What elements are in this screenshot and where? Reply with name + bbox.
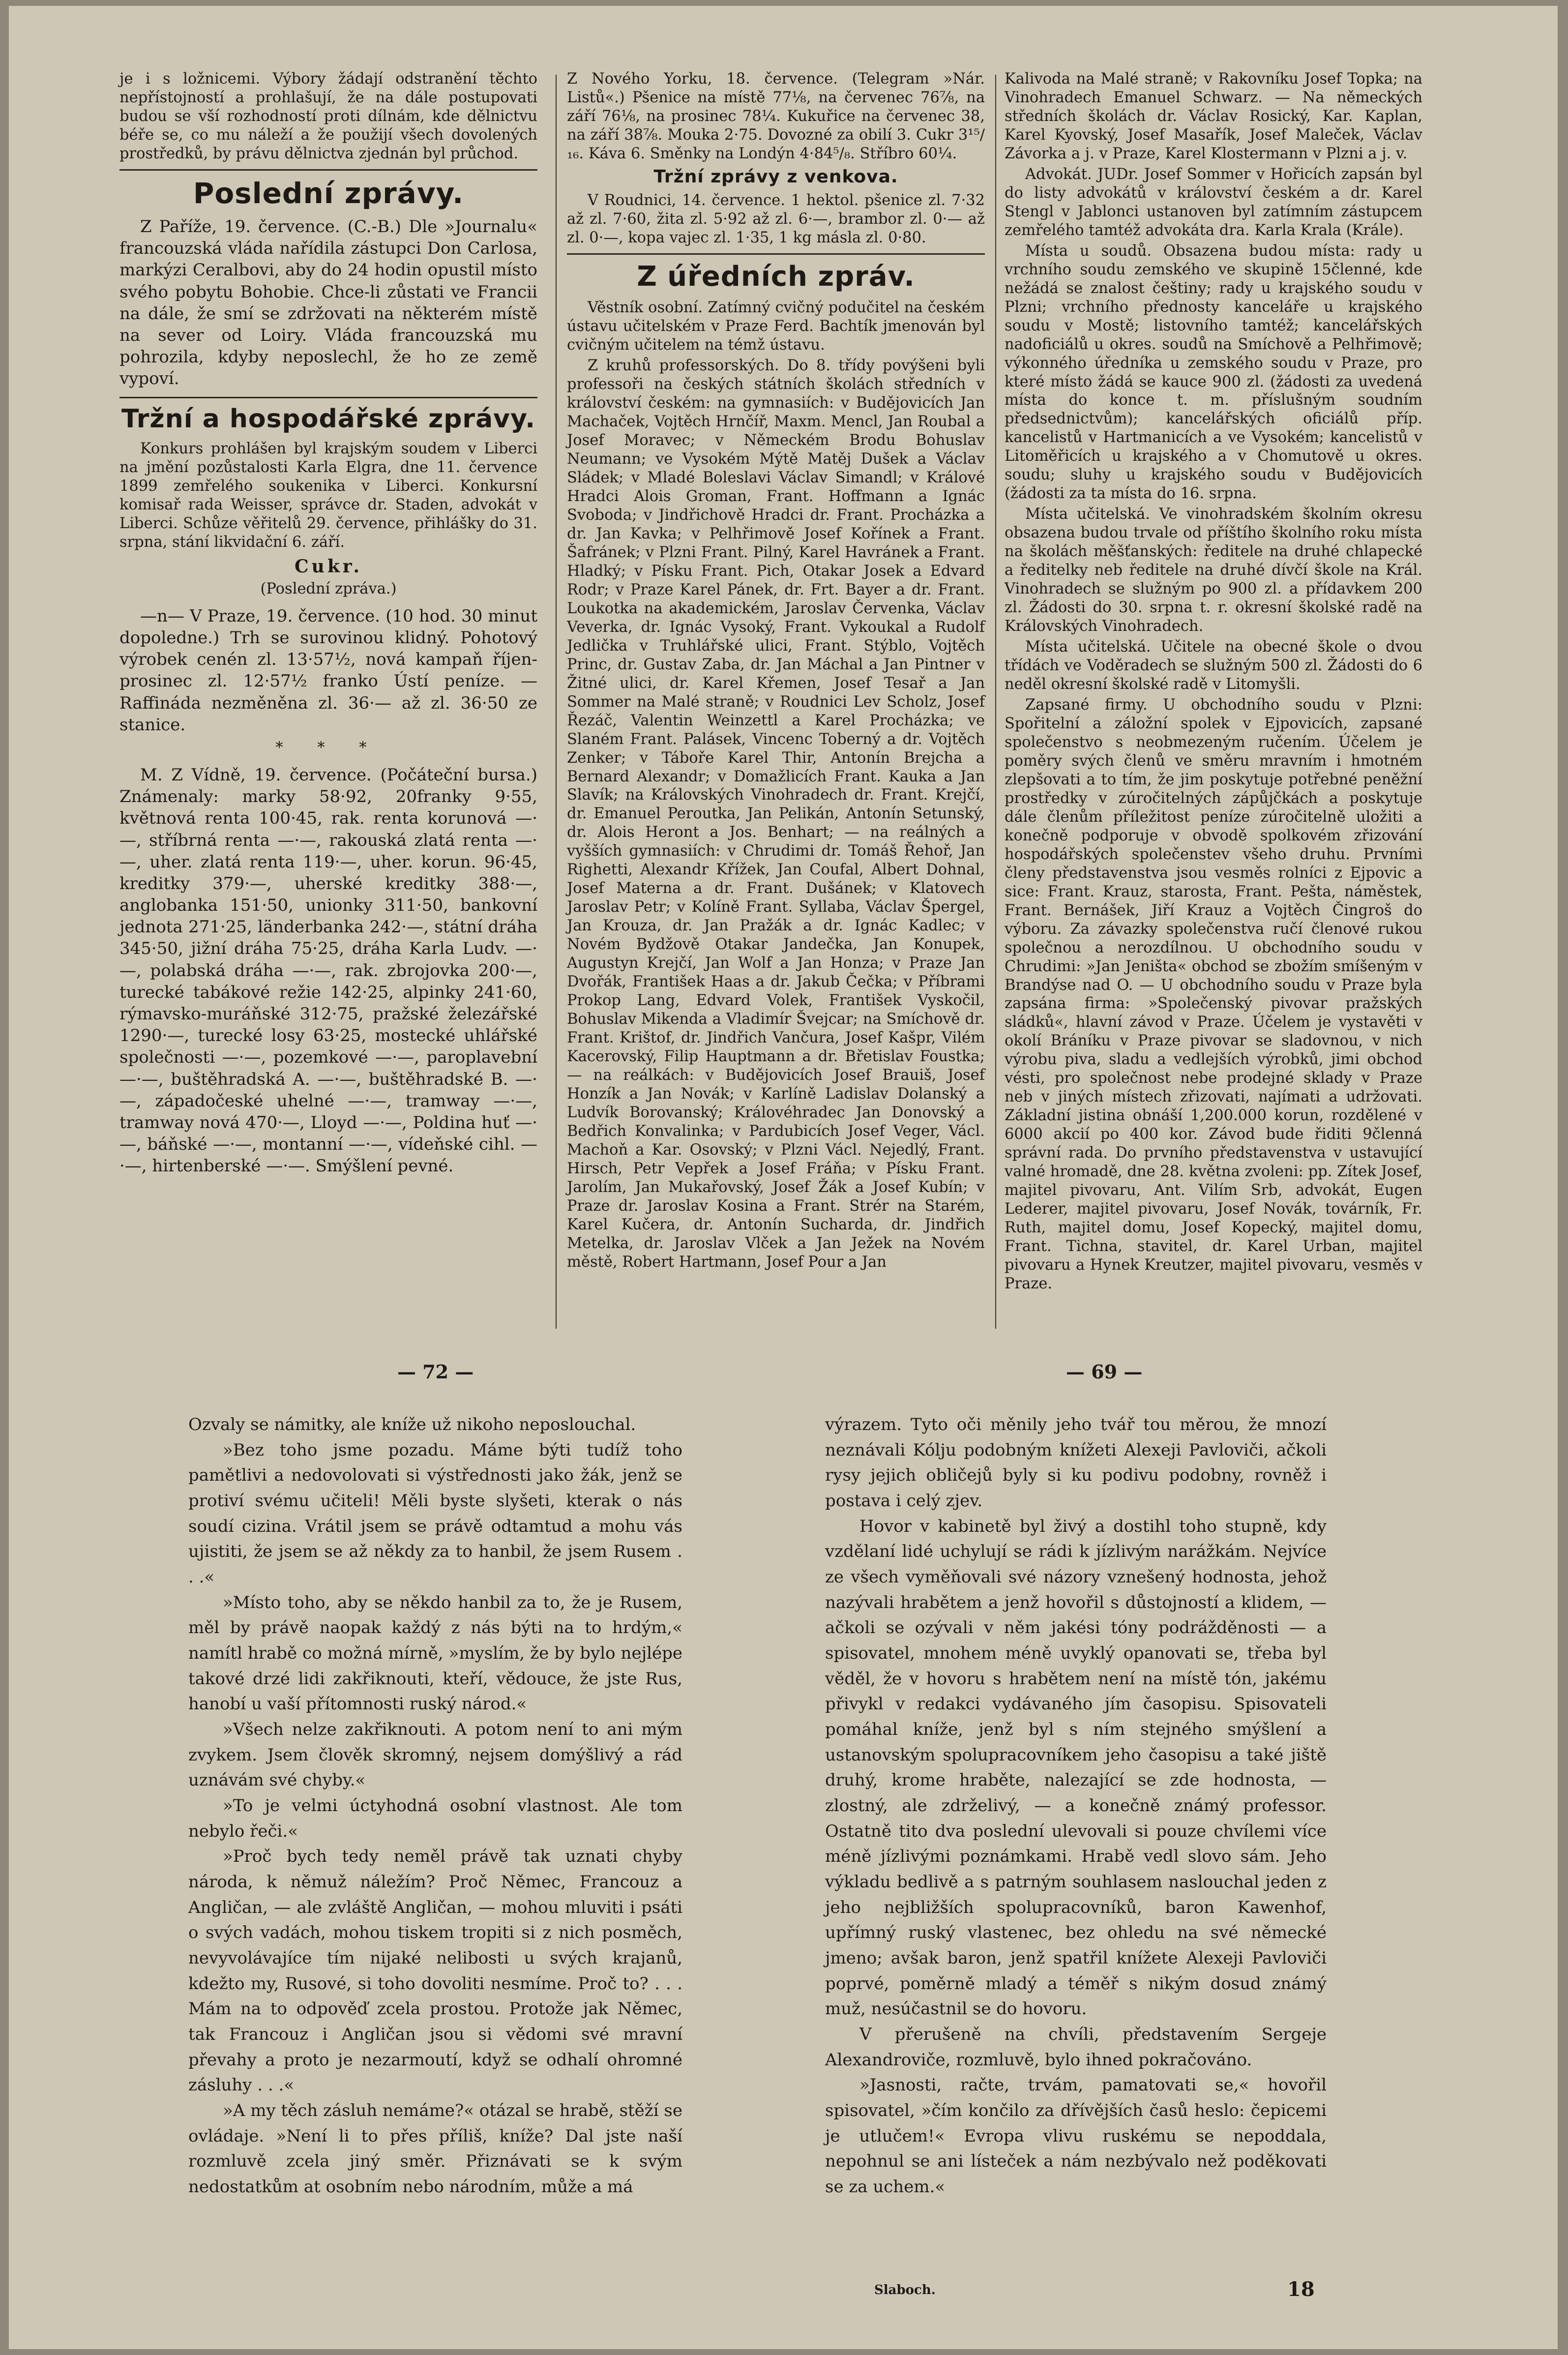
konkurs-notice: Konkurs prohlášen byl krajským soudem v Liberci na jmění pozůstalosti Karla Elgra, dne 11. července 1899 zemřelého soukenika v Liberci. Konkursní komisař rada Weisser, správce dr. Staden, advokát v Liberci. Schůze věřitelů 29. července, přihlášky do 31. srpna, stání likvidační 6. září. (119, 440, 537, 551)
section-rule (567, 253, 985, 255)
book-page-left (188, 1412, 682, 2200)
vienna-exchange: M. Z Vídně, 19. července. (Počáteční bursa.) Známenaly: marky 58·92, 20franky 9·55, květnová renta 100·45, rak. renta korunová —·—, stříbrná renta —·—, rakouská zlatá renta —·—, uher. zlatá renta 119·—, uher. korun. 96·45, kreditky 379·—, uherské kreditky 388·—, anglobanka 151·50, unionky 311·50, bankovní jednota 271·25, länderbanka 242·—, státní dráha 345·50, jižní dráha 75·25, dráha Karla Ludv. —·—, polabská dráha —·—, rak. zbrojovka 200·—, turecké tabákové režie 142·25, alpinky 241·60, rýmavsko-muráňské 312·75, pražské železářské 1290·—, turecké losy 63·25, mostecké uhlářské společnosti —·—, pozemkové —·—, paroplavební —·—, buštěhradská A. —·—, buštěhradské B. —·—, západočeské uhelné —·—, tramway —·—, tramway nová 470·—, Lloyd —·—, Poldina huť —·—, báňské —·—, montanní —·—, vídeňské cihl. —·—, hirtenberské —·—. Smýšlení pevné. (119, 765, 537, 1176)
registered-firms: Zapsané firmy. U obchodního soudu v Plzni: Spořitelní a záložní spolek v Ejpovicích, zapsané společenstvo s neobmezeným ručením. Účelem je poměry svých členů ve směru mravním i hmotném zlepšovati a to tím, že jim poskytuje potřebné peněžní prostředky v zúročitelných zápůjčkách a poskytuje dále členům příležitost peníze zúročitelně uložiti a konečně podporuje v obvodě spolkovém zřizování hospodářských společenstev všeho druhu. Prvními členy představenstva jsou vesměs rolníci z Ejpovic a sice: Frant. Krauz, starosta, Frant. Pešta, náměstek, Frant. Bernášek, Jiří Krauz a Vojtěch Čingroš do výboru. Za závazky společenstva ručí členové rukou společnou a nerozdílnou. U obchodního soudu v Chrudimi: »Jan Jeništa« obchod se zbožím smíšeným v Brandýse nad O. — U obchodního soudu v Praze byla zapsána firma: »Společenský pivovar pražských sládků«, hlavní závod v Praze. Účelem je vystavěti v okolí Bráníku v Praze pivovar se sladovnou, v nich výrobu piva, sladu a vedlejších výrobků, jimi obchod vésti, pro společnost nebe prodejné sklady v Praze neb v jiných místech zřizovati, najímati a udržovati. Základní jistina obnáší 1,200.000 korun, rozdělené v 6000 akcií po 400 kor. Závod bude řiditi 9členná správní rada. Do prvního představenstva v ustavující valné hromadě, dne 28. května zvoleni: pp. Zítek Josef, majitel pivovaru, Ant. Vilím Srb, advokát, Eugen Lederer, majitel pivovaru, Josef Novák, továrník, Fr. Ruth, majitel domu, Josef Kopecký, majitel domu, Frant. Tichna, stavitel, dr. Karel Urban, majitel pivovaru a Hynek Kreutzer, majitel pivovaru, vesměs v Praze. (1005, 696, 1422, 1292)
sugar-report: —n— V Praze, 19. července. (10 hod. 30 minut dopoledne.) Trh se surovinou klidný. Pohotový výrobek cenén zl. 13·57½, nová kampaň říjen-prosinec zl. 12·57½ franko Ústí peníze. — Raffináda nezměněna zl. 36·— až zl. 36·50 ze stanice. (119, 606, 537, 735)
news-column-2 (567, 70, 985, 1274)
court-positions: Místa u soudů. Obsazena budou místa: rady u vrchního soudu zemského ve skupině 15členné, kde nežádá se znalost češtiny; rady u krajského soudu v Plzni; vrchního přednosty kanceláře u krajského soudu v Mostě; listovního tamtéž; kancelářských nadoficiálů u okres. soudů na Smíchově a Pelhřimově; výkonného úředníka u zemského soudu v Praze, pro které místo žádá se kauce 900 zl. (žádosti za uvedená místa do konce t. m. příslušným soudním předsednictvům); kancelářských oficiálů příp. kancelistů v Hartmanicích a ve Vysokém; kancelistů v Litoměřicích u krajského a v Chomutově u okres. soudu; sluhy u krajského soudu v Budějovicích (žádosti za ta místa do 16. srpna. (1005, 242, 1422, 503)
book-right-paragraph: výrazem. Tyto oči měnily jeho tvář tou měrou, že mnozí neznávali Kólju podobným knížeti Alexeji Pavloviči, ačkoli rysy jejich obličejů byly si ku podivu podobny, rovněž i postava i celý zjev. (825, 1415, 1327, 1511)
book-left-paragraph: »To je velmi úctyhodná osobní vlastnost. Ale tom nebylo řeči.« (188, 1796, 682, 1841)
asterisk-separator: * * * (275, 739, 382, 756)
intro-paragraph: je i s ložnicemi. Výbory žádají odstranění těchto nepřístojností a prohlašují, že na dále postupovati budou se vší rozhodností proti dílnám, kde dělnictvu béře se, co mu náleží a že použijí všech dovolených prostředků, by právu dělnictva zjednán byl průchod. (119, 70, 537, 162)
book-left-paragraph: »Bez toho jsme pozadu. Máme býti tudíž toho pamětlivi a nedovolovati si výstřednosti jako žák, jenž se protiví svému učiteli! Měli byste slyšeti, kterak o nás soudí cizina. Vrátil jsem se právě odtamtud a mohu vás ujistiti, že jsem se až někdy za to hanbil, že jsem Rusem . . .« (188, 1440, 682, 1587)
folio-right: — 69 — (1066, 1361, 1143, 1383)
book-left-paragraph: »Všech nelze zakřiknouti. A potom není to ani mým zvykem. Jsem člověk skromný, nejsem domýšlivý a rád uznávám své chyby.« (188, 1720, 682, 1790)
teacher-positions-1: Místa učitelská. Ve vinohradském školním okresu obsazena budou trvale od příštího školního roku místa na školách měšťanských: ředitele na druhé chlapecké a ředitelky neb ředitele na druhé dívčí škole na Král. Vinohradech se služným po 900 zl. a přídavkem 200 zl. Žádosti do 30. srpna t. r. okresní školské radě na Královských Vinohradech. (1005, 506, 1422, 635)
paris-report: Z Paříže, 19. července. (C.-B.) Dle »Journalu« francouzská vláda nařídila zástupci Don Carlosa, markýzi Ceralbovi, aby do 24 hodin opustil místo svého pobytu Bohobie. Chce-li zůstati ve Francii na dále, že smí se zdržovati na některém místě na sever od Loiry. Vláda francouzská mu pohrozila, kdyby neposlechl, že ho ze země vypoví. (119, 217, 537, 389)
book-right-paragraph: Hovor v kabinetě byl živý a dostihl toho stupně, kdy vzdělaní lidé uchylují se rádi k jízlivým narážkám. Nejvíce ze všech vyměňovali své názory vznešený hodnosta, jehož nazývali hrabětem a jenž hovořil s důstojností a klidem, — ačkoli se ozývali v něm jakési tóny podrážděnosti — a spisovatel, mnohem méně uvyklý opanovati se, třeba byl věděl, že v hovoru s hrabětem není na místě tón, jakému přivykl v redakci vydávaného jím časopisu. Spisovateli pomáhal kníže, jenž byl s ním stejného smýšlení a ustanovským spolupracovníkem jeho časopisu a také jiště druhý, krome hraběte, nalezající se zde hodnosta, — zlostný, ale zdrželivý, — a konečně známý professor. Ostatně tito dva poslední ulevovali si pouze chvílemi více méně jízlivými poznámkami. Hrabě vedl slovo sám. Jeho výkladu bedlivě a s patrným souhlasem naslouchal jeden z jeho nejbližších spolupracovníků, baron Kawenhof, upřímný ruský vlastenec, bez ohledu na své německé jmeno; avšak baron, jenž spatřil knížete Alexeji Pavloviči poprvé, poměrně mladý a téměř s nikým dosud známý muž, nesúčastnil se do hovoru. (825, 1516, 1327, 2019)
heading-official-news: Z úředních zpráv. (637, 260, 915, 293)
section-rule (119, 169, 537, 171)
newyork-report: Z Nového Yorku, 18. července. (Telegram »Nár. Listů«.) Pšenice na místě 77⅛, na červenec 76⅞, na září 76⅛, na prosinec 78¼. Kukuřice na červenec 38, na září 38⅞. Mouka 2·75. Dovozné za obilí 3. Cukr 3¹⁵/₁₆. Káva 6. Směnky na Londýn 4·84⁵/₈. Stříbro 60¼. (567, 70, 985, 162)
book-left-paragraph: »Místo toho, aby se někdo hanbil za to, že je Rusem, měl by právě naopak každý z nás býti na to hrdým,« namítl hrabě co možná mírně, »myslím, že by bylo nejlépe takové drzé lidi zakřiknouti, kteří, vědouce, že jste Rus, hanobí u vaší přítomnosti ruský národ.« (188, 1592, 682, 1714)
book-page-right (825, 1412, 1327, 2200)
sugar-title: Cukr. (295, 556, 362, 577)
signature: Slaboch. (874, 2283, 936, 2297)
book-left-paragraph: »A my těch zásluh nemáme?« otázal se hrabě, stěží se ovládaje. »Není li to přes příliš, kníže? Dal jste naší rozmluvě zcela jiný směr. Přiznávati se k svým nedostatkům at osobním nebo národním, může a má (188, 2101, 682, 2197)
advocate-notice: Advokát. JUDr. Josef Sommer v Hořicích zapsán byl do listy advokátů v království českém a dr. Karel Stengl v Jablonci ustanoven byl zatímním zástupcem zemřelého tamtéž advokáta dra. Karla Krala (Krále). (1005, 165, 1422, 239)
book-left-paragraph: »Proč bych tedy neměl právě tak uznati chyby národa, k němuž náležím? Proč Němec, Francouz a Angličan, — ale zvláště Angličan, — mohou mluviti i psáti o svých vadách, mohou tiskem tropiti si z nich posměch, nevyvolávajíce tím nijaké nelibosti u svých krajanů, kdežto my, Rusové, si toho dovoliti nesmíme. Proč to? . . . Mám na to odpověď zcela prostou. Protože jak Němec, tak Francouz i Angličan jsou si vědomi své mravní převahy a proto je nezarmoutí, když se odhalí ohromné zásluhy . . .« (188, 1847, 682, 2095)
sugar-subtitle: (Poslední zpráva.) (260, 580, 397, 597)
book-left-paragraph: Ozvaly se námitky, ale kníže už nikoho neposlouchal. (188, 1415, 636, 1434)
column-divider (995, 75, 996, 1329)
personal-bulletin: Věstník osobní. Zatímný cvičný podučitel na českém ústavu učitelském v Praze Ferd. Bachtík jmenován byl cvičným učitelem na témž ústavu. (567, 299, 985, 354)
page-number: 18 (1287, 2278, 1315, 2301)
news-column-3 (1005, 70, 1422, 1295)
heading-latest-news: Poslední zprávy. (193, 176, 464, 210)
roudnice-report: V Roudnici, 14. července. 1 hektol. pšenice zl. 7·32 až zl. 7·60, žita zl. 5·92 až zl. 6·—, brambor zl. 0·— až zl. 0·—, kopa vajec zl. 1·35, 1 kg másla zl. 0·80. (567, 191, 985, 246)
book-right-paragraph: »Jasnosti, račte, trvám, pamatovati se,« hovořil spisovatel, »čím končilo za dřívějších časů heslo: čepicemi je utlučem!« Evropa vlivu ruskému se nepoddala, nepohnul se ani lísteček a nám nezbývalo než poděkovati se za uchem.« (825, 2075, 1327, 2197)
folio-left: — 72 — (397, 1361, 474, 1383)
news-column-1 (119, 70, 537, 1179)
newspaper-sheet (9, 6, 1558, 2349)
column-divider (556, 75, 557, 1329)
section-rule (119, 397, 537, 398)
heading-country-markets: Tržní zprávy z venkova. (653, 166, 898, 187)
book-right-paragraph: V přerušeně na chvíli, představením Sergeje Alexandroviče, rozmluvě, bylo ihned pokračováno. (825, 2025, 1327, 2070)
heading-market-news: Tržní a hospodářské zprávy. (121, 404, 535, 434)
professors-list: Z kruhů professorských. Do 8. třídy povýšeni byli professoři na českých státních školách středních v království českém: na gymnasiích: v Budějovicích Jan Machaček, Vojtěch Hrnčíř, Maxm. Mencl, Jan Roubal a Josef Moravec; v Německém Brodu Bohuslav Neumann; ve Vysokém Mýtě Matěj Dušek a Václav Sládek; v Mladé Boleslavi Václav Simandl; v Králové Hradci Alois Groman, Frant. Hoffmann a Ignác Svoboda; v Jindřichově Hradci dr. Frant. Procházka a dr. Jan Kavka; v Pelhřimově Josef Kořínek a Frant. Šafránek; v Plzni Frant. Pilný, Karel Havránek a Frant. Hladký; v Písku Frant. Pich, Otakar Josek a Edvard Rodr; v Praze Karel Pánek, dr. Frt. Bayer a dr. Frant. Loukotka na akademickém, Jaroslav Červenka, Václav Veverka, dr. Ignác Vysoký, Frant. Vykoukal a Rudolf Jedlička v Truhlářské ulici, Frant. Stýblo, Vojtěch Princ, dr. Gustav Zaba, dr. Jan Máchal a Jan Pintner v Žitné ulici, dr. Karel Křemen, Josef Tesař a Jan Sommer na Malé straně; v Roudnici Lev Scholz, Josef Řezáč, Valentin Weinzettl a Karel Procházka; ve Slaném Frant. Palásek, Vincenc Toberný a dr. Vojtěch Zenker; v Táboře Karel Thir, Antonín Brejcha a Bernard Alexandr; v Domažlicích Frant. Kauka a Jan Slavík; na Královských Vinohradech dr. Frant. Krejčí, dr. Emanuel Peroutka, Jan Pelikán, Antonín Setunský, dr. Alois Heront a Jos. Benhart; — na reálných a vyšších gymnasiích: v Chrudimi dr. Tomáš Řehoř, Jan Righetti, Alexandr Křížek, Jan Coufal, Albert Dohnal, Josef Materna a dr. Frant. Dušánek; v Klatovech Jaroslav Petr; v Kolíně Frant. Syllaba, Václav Špergel, Jan Krouza, dr. Jan Pražák a dr. Ignác Kadlec; v Novém Bydžově Otakar Jandečka, Jan Konupek, Augustyn Krejčí, Jan Wolf a Jan Honza; v Praze Jan Dvořák, František Haas a dr. Jakub Čečka; v Příbrami Prokop Lang, Edvard Volek, František Vyskočil, Bohuslav Mikenda a Vladimír Švejcar; na Smíchově dr. Frant. Krištof, dr. Jindřich Vančura, Josef Kašpr, Vilém Kacerovský, Filip Hauptmann a dr. Břetislav Foustka; — na reálkách: v Budějovicích Josef Brauiš, Josef Honzík a Jan Novák; v Karlíně Ladislav Dolanský a Ludvík Borovanský; Královéhradec Jan Donovský a Bedřich Konvalinka; v Pardubicích Josef Veger, Václ. Machoň a Kar. Osovský; v Plzni Václ. Nejedlý, Frant. Hirsch, Petr Vepřek a Josef Fráňa; v Písku Frant. Jarolím, Jan Mukařovský, Josef Žák a Josef Kubín; v Praze dr. Jaroslav Kosina a Frant. Strér na Starém, Karel Kučera, dr. Antonín Sucharda, dr. Jindřich Metelka, dr. Jaroslav Vlček a Jan Ježek na Novém městě, Robert Hartmann, Josef Pour a Jan (567, 357, 985, 1271)
teacher-positions-2: Místa učitelská. Učitele na obecné škole o dvou třídách ve Voděradech se služným 500 zl. Žádosti do 6 neděl okresní školské radě v Litomyšli. (1005, 638, 1422, 693)
kalivoda-continuation: Kalivoda na Malé straně; v Rakovníku Josef Topka; na Vinohradech Emanuel Schwarz. — Na německých středních školách dr. Václav Rosický, Kar. Kaplan, Karel Kyovský, Josef Masařík, Josef Maleček, Václav Závorka a j. v Praze, Karel Klostermann v Plzni a j. v. (1005, 70, 1422, 162)
